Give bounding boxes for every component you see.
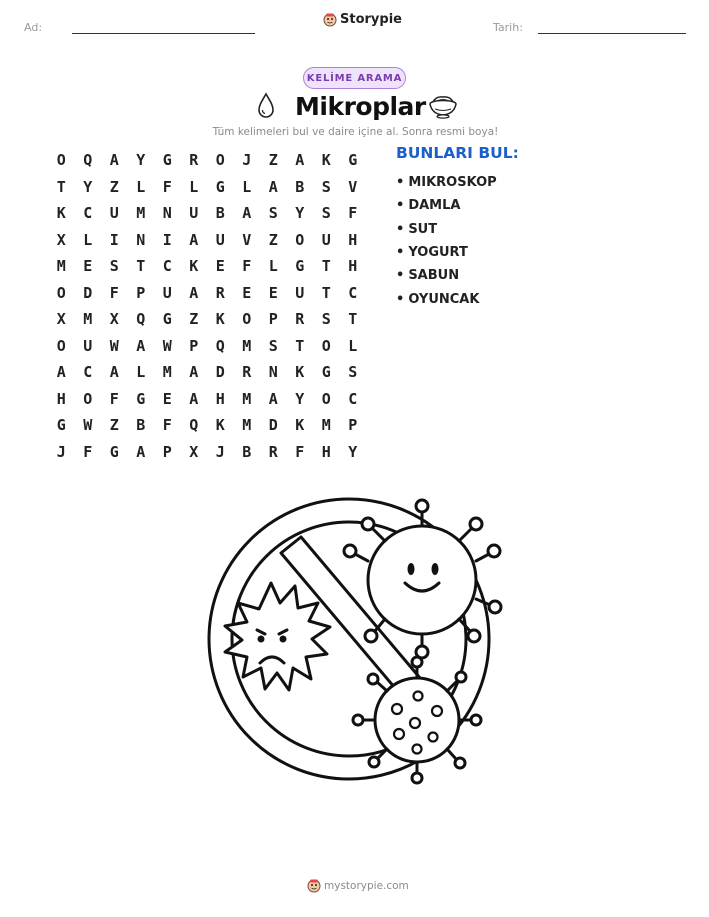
bullet: • [396,198,405,214]
grid-letter[interactable]: L [136,177,146,196]
grid-letter[interactable]: G [109,442,119,461]
word-list-item [396,287,497,310]
grid-letter[interactable]: K [295,363,305,382]
brand-header [323,12,402,27]
grid-letter[interactable]: A [109,363,119,382]
grid-letter[interactable]: P [189,336,199,355]
grid-letter[interactable]: Q [83,151,93,170]
grid-letter[interactable]: L [268,257,278,276]
word-list [396,171,497,311]
grid-letter[interactable]: M [162,363,172,382]
grid-letter[interactable]: R [295,310,305,329]
word-label: MIKROSKOP [408,175,497,191]
grid-letter[interactable]: H [321,442,331,461]
grid-letter[interactable]: K [215,310,225,329]
grid-letter[interactable]: E [215,257,225,276]
word-list-item [396,171,497,194]
grid-letter[interactable]: O [56,283,66,302]
word-label: OYUNCAK [408,291,480,307]
bullet: • [396,175,405,191]
grid-letter[interactable]: N [136,230,146,249]
grid-letter[interactable]: A [189,389,199,408]
grid-letter[interactable]: S [348,363,358,382]
name-line [72,33,255,34]
category-badge: KELİME ARAMA [303,67,406,89]
grid-letter[interactable]: O [56,336,66,355]
word-list-item [396,241,497,264]
grid-letter[interactable]: S [321,177,331,196]
grid-letter[interactable]: K [321,151,331,170]
grid-letter[interactable]: F [83,442,93,461]
grid-letter[interactable]: E [162,389,172,408]
grid-letter[interactable]: A [109,151,119,170]
grid-letter[interactable]: X [56,230,66,249]
grid-letter[interactable]: U [321,230,331,249]
grid-letter[interactable]: F [242,257,252,276]
storypie-logo-icon [307,879,321,893]
grid-letter[interactable]: K [215,416,225,435]
grid-letter[interactable]: L [348,336,358,355]
grid-letter[interactable]: D [83,283,93,302]
instructions: Tüm kelimeleri bul ve daire içine al. Sonra resmi boya! [212,126,499,138]
grid-letter[interactable]: O [56,151,66,170]
grid-letter[interactable]: V [348,177,358,196]
grid-letter[interactable]: U [109,204,119,223]
grid-letter[interactable]: O [321,336,331,355]
grid-letter[interactable]: T [348,310,358,329]
grid-letter[interactable]: U [295,283,305,302]
footer [307,879,409,893]
grid-letter[interactable]: L [136,363,146,382]
grid-letter[interactable]: B [242,442,252,461]
date-label: Tarih: [493,21,523,34]
grid-letter[interactable]: F [162,416,172,435]
date-line [538,33,686,34]
grid-letter[interactable]: T [321,257,331,276]
grid-letter[interactable]: A [268,177,278,196]
grid-letter[interactable]: M [321,416,331,435]
grid-letter[interactable]: O [215,151,225,170]
grid-letter[interactable]: D [215,363,225,382]
grid-letter[interactable]: M [83,310,93,329]
grid-letter[interactable]: Q [189,416,199,435]
grid-letter[interactable]: A [268,389,278,408]
grid-letter[interactable]: Z [189,310,199,329]
grid-letter[interactable]: J [242,151,252,170]
grid-letter[interactable]: E [242,283,252,302]
grid-letter[interactable]: F [162,177,172,196]
grid-letter[interactable]: T [295,336,305,355]
grid-letter[interactable]: G [295,257,305,276]
grid-letter[interactable]: S [268,336,278,355]
grid-letter[interactable]: E [83,257,93,276]
grid-letter[interactable]: Z [268,230,278,249]
grid-letter[interactable]: C [348,283,358,302]
grid-letter[interactable]: C [162,257,172,276]
grid-letter[interactable]: A [136,442,146,461]
page-title: Mikroplar [295,92,426,121]
word-label: SUT [408,221,438,237]
grid-letter[interactable]: F [109,389,119,408]
grid-letter[interactable]: C [83,363,93,382]
germ-prohibition-illustration [205,491,505,791]
grid-letter[interactable]: M [242,389,252,408]
grid-letter[interactable]: N [162,204,172,223]
grid-letter[interactable]: A [189,363,199,382]
grid-letter[interactable]: X [109,310,119,329]
word-search-grid [48,147,366,465]
grid-letter[interactable]: H [348,257,358,276]
grid-letter[interactable]: E [268,283,278,302]
grid-letter[interactable]: Y [348,442,358,461]
grid-letter[interactable]: U [189,204,199,223]
grid-letter[interactable]: S [268,204,278,223]
word-list-item [396,264,497,287]
name-label: Ad: [24,21,43,34]
grid-letter[interactable]: H [56,389,66,408]
grid-letter[interactable]: H [348,230,358,249]
grid-letter[interactable]: A [56,363,66,382]
grid-letter[interactable]: J [56,442,66,461]
grid-letter[interactable]: B [136,416,146,435]
grid-letter[interactable]: U [83,336,93,355]
grid-letter[interactable]: U [162,283,172,302]
grid-letter[interactable]: K [56,204,66,223]
grid-letter[interactable]: L [242,177,252,196]
word-label: DAMLA [408,198,461,214]
grid-letter[interactable]: B [215,204,225,223]
grid-letter[interactable]: L [83,230,93,249]
word-list-item [396,218,497,241]
grid-letter[interactable]: M [56,257,66,276]
storypie-logo-icon [323,13,337,27]
bullet: • [396,291,405,307]
grid-letter[interactable]: Y [83,177,93,196]
grid-letter[interactable]: A [136,336,146,355]
grid-letter[interactable]: P [268,310,278,329]
bullet: • [396,221,405,237]
grid-letter[interactable]: G [56,416,66,435]
grid-letter[interactable]: R [189,151,199,170]
grid-letter[interactable]: G [162,310,172,329]
grid-letter[interactable]: A [189,283,199,302]
grid-letter[interactable]: F [295,442,305,461]
grid-letter[interactable]: R [215,283,225,302]
grid-letter[interactable]: G [321,363,331,382]
word-label: YOGURT [408,245,468,261]
grid-letter[interactable]: W [162,336,172,355]
grid-letter[interactable]: F [348,204,358,223]
grid-letter[interactable]: Q [136,310,146,329]
grid-letter[interactable]: O [242,310,252,329]
word-label: SABUN [408,268,460,284]
grid-letter[interactable]: D [268,416,278,435]
grid-letter[interactable]: X [56,310,66,329]
grid-letter[interactable]: S [109,257,119,276]
grid-letter[interactable]: O [83,389,93,408]
grid-letter[interactable]: Y [136,151,146,170]
grid-letter[interactable]: G [215,177,225,196]
grid-letter[interactable]: Q [215,336,225,355]
grid-letter[interactable]: L [189,177,199,196]
grid-letter[interactable]: W [109,336,119,355]
grid-letter[interactable]: I [162,230,172,249]
grid-letter[interactable]: Z [268,151,278,170]
grid-letter[interactable]: J [215,442,225,461]
water-drop-icon [256,92,276,120]
grid-letter[interactable]: A [295,151,305,170]
brand-name: Storypie [340,12,402,27]
grid-letter[interactable]: B [295,177,305,196]
grid-letter[interactable]: S [321,204,331,223]
grid-letter[interactable]: X [189,442,199,461]
bullet: • [396,245,405,261]
grid-letter[interactable]: T [321,283,331,302]
grid-letter[interactable]: M [242,416,252,435]
grid-letter[interactable]: A [189,230,199,249]
grid-letter[interactable]: O [321,389,331,408]
grid-letter[interactable]: Y [295,389,305,408]
grid-letter[interactable]: A [242,204,252,223]
grid-letter[interactable]: W [83,416,93,435]
grid-letter[interactable]: G [348,151,358,170]
grid-letter[interactable]: Z [109,416,119,435]
word-list-item [396,194,497,217]
grid-letter[interactable]: M [136,204,146,223]
grid-letter[interactable]: P [136,283,146,302]
grid-letter[interactable]: N [268,363,278,382]
grid-letter[interactable]: K [189,257,199,276]
grid-letter[interactable]: V [242,230,252,249]
grid-letter[interactable]: G [136,389,146,408]
grid-letter[interactable]: K [295,416,305,435]
grid-letter[interactable]: Y [295,204,305,223]
grid-letter[interactable]: M [242,336,252,355]
grid-letter[interactable]: H [215,389,225,408]
grid-letter[interactable]: F [109,283,119,302]
word-list-heading: BUNLARI BUL: [396,144,519,162]
grid-letter[interactable]: C [348,389,358,408]
grid-letter[interactable]: G [162,151,172,170]
grid-letter[interactable]: U [215,230,225,249]
grid-letter[interactable]: P [162,442,172,461]
grid-letter[interactable]: T [136,257,146,276]
footer-url[interactable]: mystorypie.com [324,880,409,892]
grid-letter[interactable]: P [348,416,358,435]
grid-letter[interactable]: R [268,442,278,461]
bullet: • [396,268,405,284]
yogurt-bowl-icon [427,93,459,119]
grid-letter[interactable]: I [109,230,119,249]
grid-letter[interactable]: S [321,310,331,329]
grid-letter[interactable]: R [242,363,252,382]
grid-letter[interactable]: O [295,230,305,249]
grid-letter[interactable]: C [83,204,93,223]
grid-letter[interactable]: T [56,177,66,196]
grid-letter[interactable]: Z [109,177,119,196]
